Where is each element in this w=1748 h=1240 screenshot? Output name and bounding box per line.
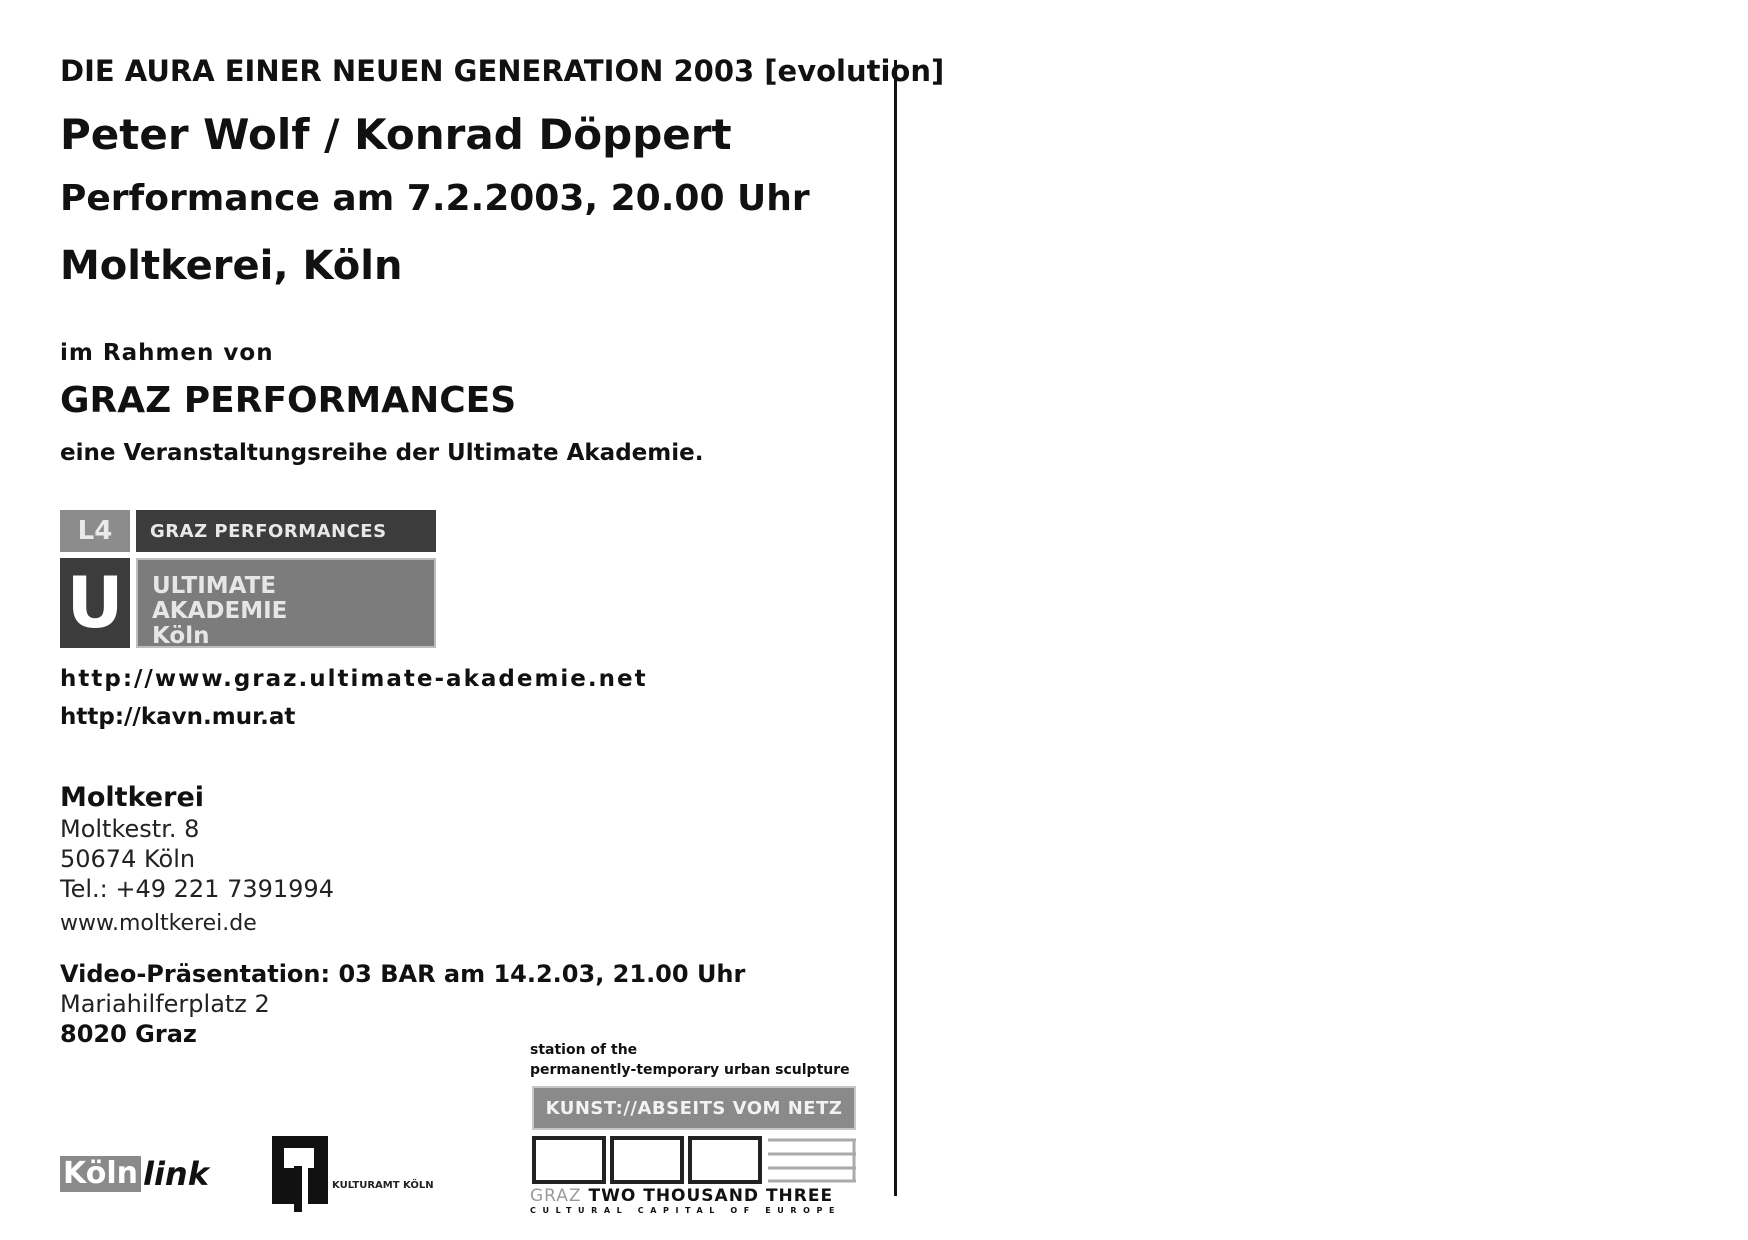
context-name: GRAZ PERFORMANCES	[60, 380, 517, 421]
video-city: 8020 Graz	[60, 1020, 197, 1048]
graz-word: GRAZ	[530, 1186, 582, 1206]
address-website[interactable]: www.moltkerei.de	[60, 911, 257, 936]
address-phone: Tel.: +49 221 7391994	[60, 875, 334, 903]
kulturamt-logo	[272, 1136, 472, 1212]
venue-heading: Moltkerei, Köln	[60, 243, 403, 289]
context-intro: im Rahmen von	[60, 340, 274, 366]
station-line-2: permanently-temporary urban sculpture	[530, 1062, 850, 1078]
koelnlink-logo	[60, 1154, 209, 1194]
link-kavn[interactable]: http://kavn.mur.at	[60, 704, 296, 730]
two-thousand-three: TWO THOUSAND THREE	[588, 1186, 834, 1206]
context-description: eine Veranstaltungsreihe der Ultimate Akademie.	[60, 440, 704, 466]
performance-date: Performance am 7.2.2003, 20.00 Uhr	[60, 178, 810, 219]
koelnlink-part1: Köln	[60, 1156, 141, 1192]
koelnlink-part2: link	[142, 1155, 209, 1193]
series-title: DIE AURA EINER NEUEN GENERATION 2003 [evolution]	[60, 54, 945, 88]
video-street: Mariahilferplatz 2	[60, 990, 270, 1018]
address-name: Moltkerei	[60, 782, 205, 813]
artists-heading: Peter Wolf / Konrad Döppert	[60, 110, 732, 159]
cultural-capital-label: CULTURAL CAPITAL OF EUROPE	[530, 1206, 842, 1215]
vertical-divider	[894, 60, 897, 1196]
ua-logo-line1: ULTIMATE	[152, 573, 277, 599]
graz-two-thousand-three	[530, 1186, 833, 1206]
graz-2003-boxes-icon	[532, 1136, 858, 1184]
kulturamt-mark-icon	[272, 1136, 328, 1212]
ua-logo-line3: Köln	[152, 623, 210, 649]
graz-2003-logo	[530, 1042, 860, 1218]
station-line-1: station of the	[530, 1042, 638, 1058]
link-graz-ultimate-akademie[interactable]: http://www.graz.ultimate-akademie.net	[60, 666, 648, 692]
kunst-abseits-banner: KUNST://ABSEITS VOM NETZ	[532, 1086, 856, 1130]
ua-logo-bar: GRAZ PERFORMANCES	[136, 510, 436, 552]
kulturamt-label: KULTURAMT KÖLN	[332, 1180, 434, 1191]
address-street: Moltkestr. 8	[60, 815, 200, 843]
ua-logo-line2: AKADEMIE	[152, 598, 288, 624]
ua-logo-letter: U	[60, 558, 130, 648]
ultimate-akademie-logo	[60, 510, 436, 648]
video-presentation: Video-Präsentation: 03 BAR am 14.2.03, 21.00 Uhr	[60, 960, 746, 988]
ua-logo-text	[136, 558, 436, 648]
ua-logo-level: L4	[60, 510, 130, 552]
address-city: 50674 Köln	[60, 845, 196, 873]
